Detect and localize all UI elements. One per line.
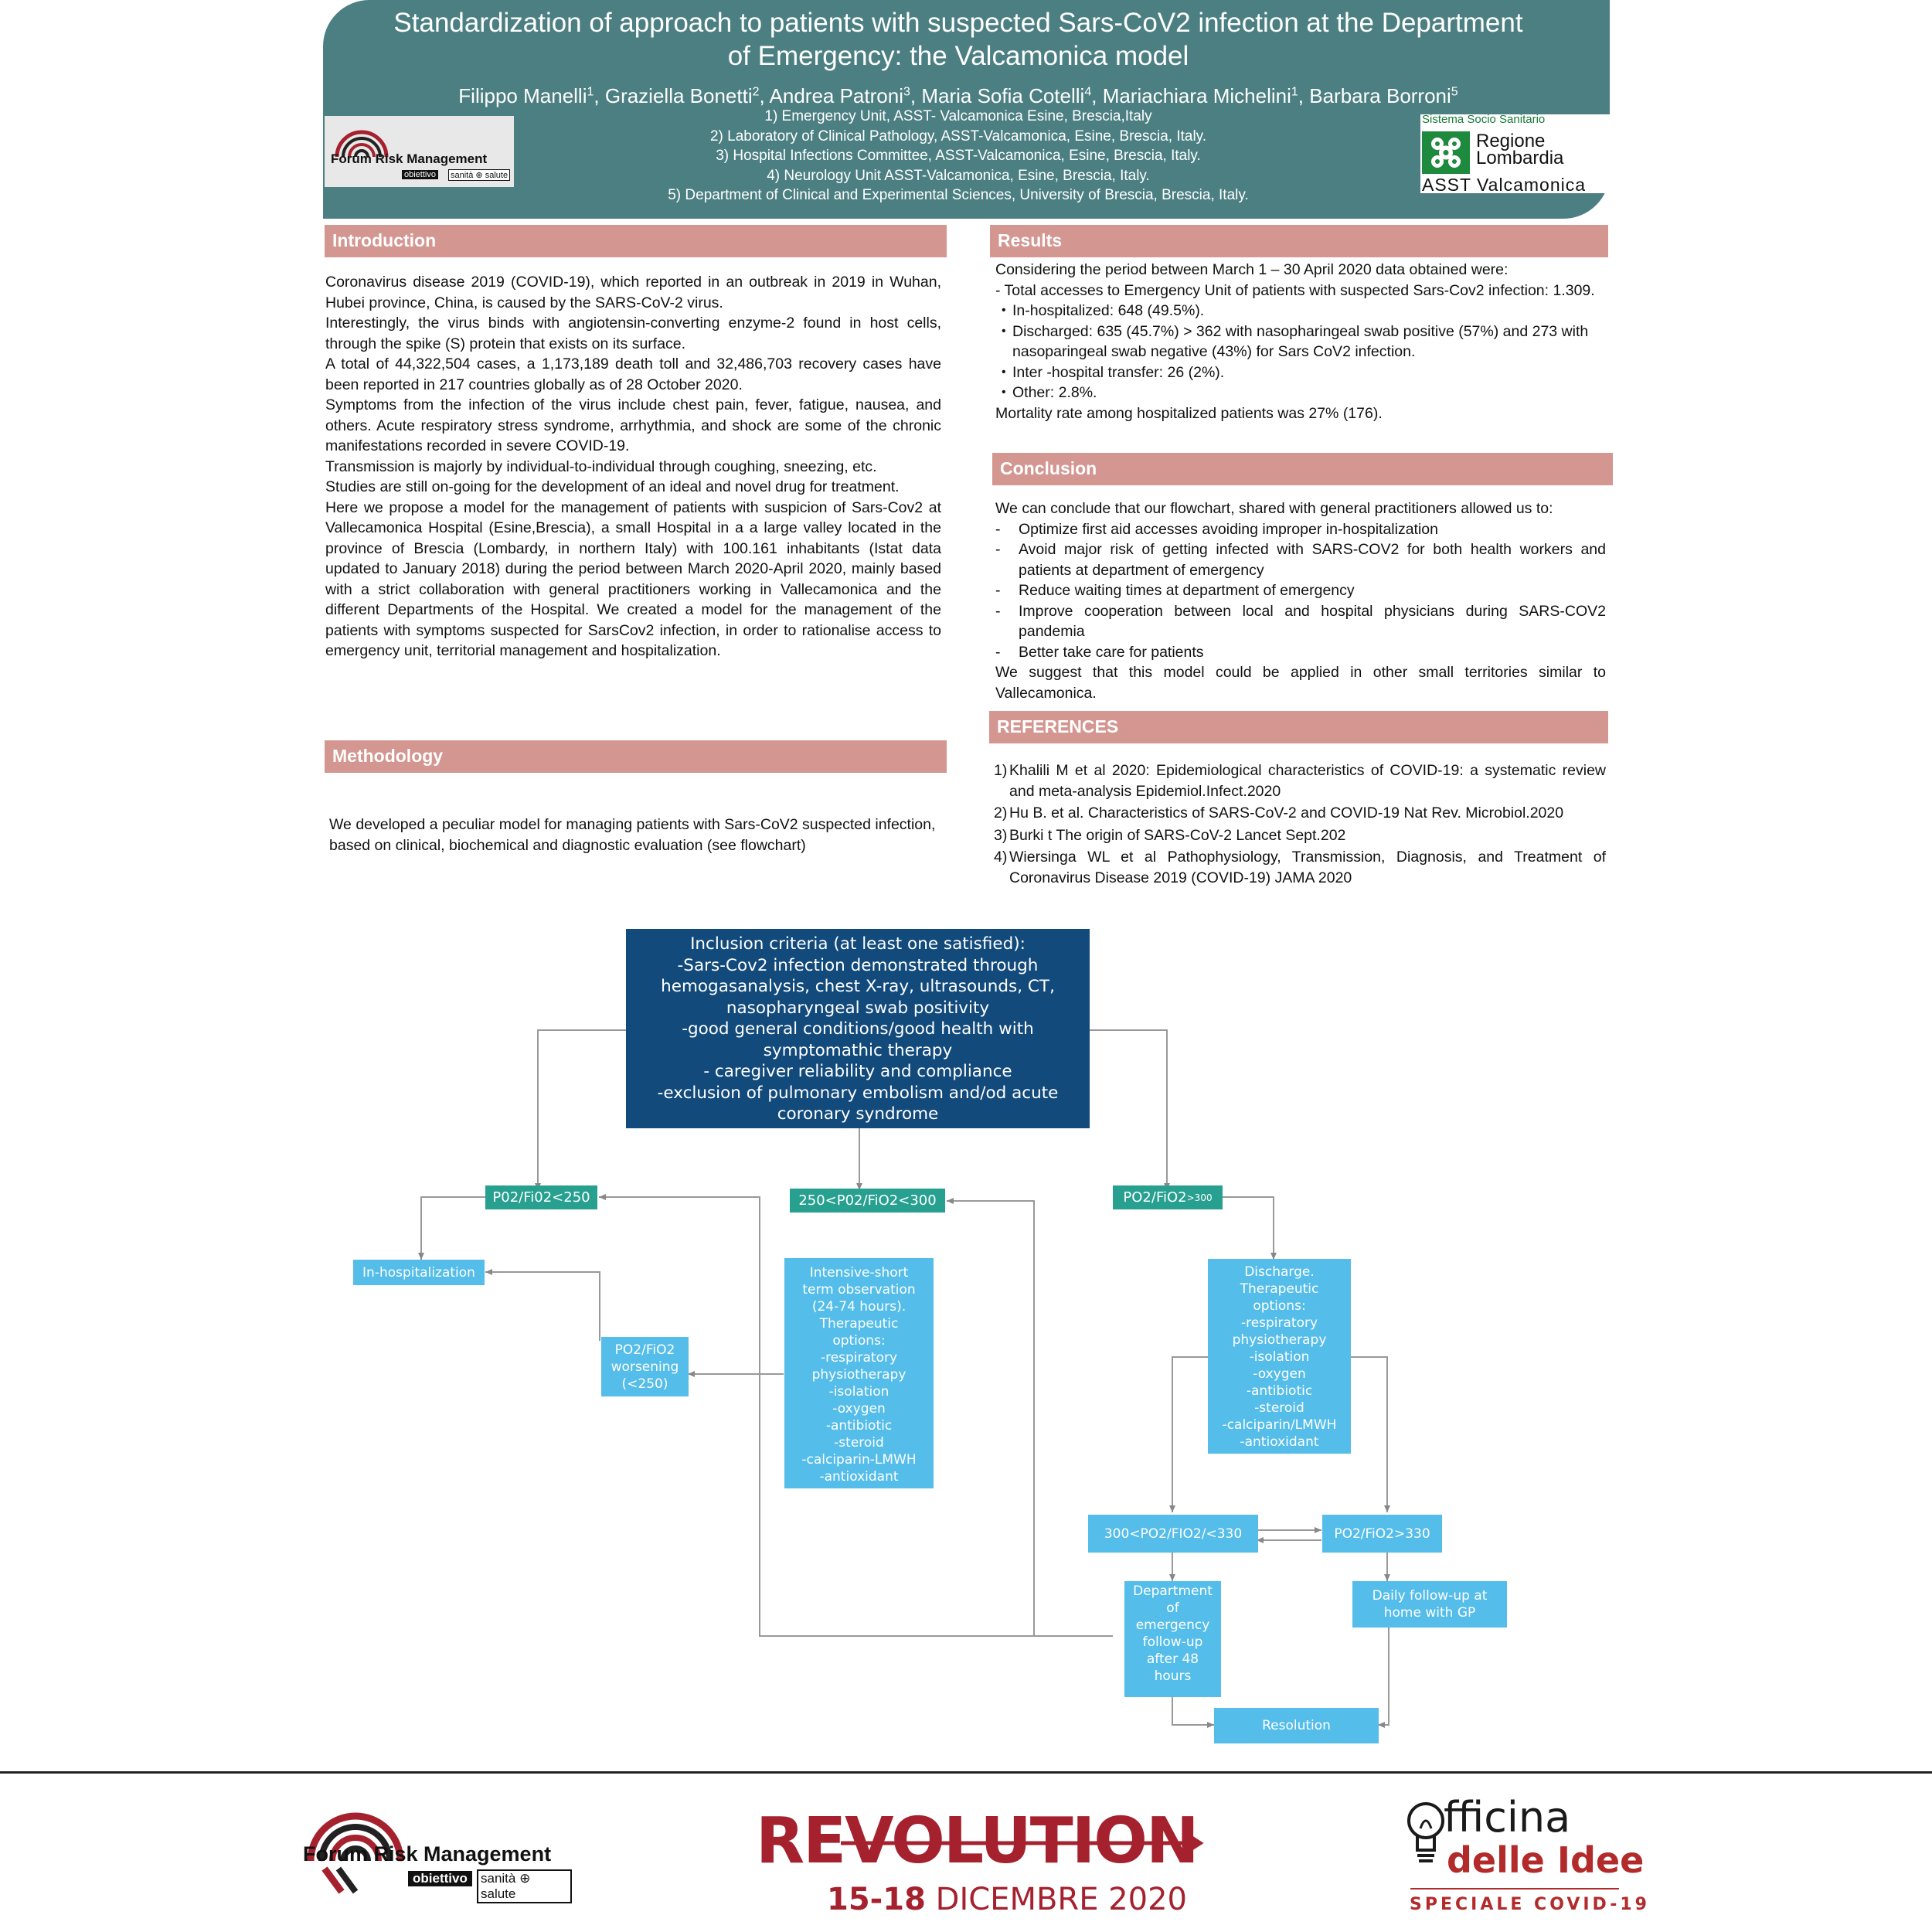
forum-logo-tag: sanità ⊕ salute bbox=[477, 1869, 572, 1903]
intro-paragraph: Symptoms from the infection of the virus include chest pain, fever, fatigue, nausea, and others. Acute respiratory stress syndrome, arrhythmia, and shock are some of the chronic manifestations recorded in severe COVID-19. bbox=[325, 396, 941, 454]
reference-item: 4) Wiersinga WL et al Pathophysiology, Transmission, Diagnosis, and Treatment of Coronavirus Disease 2019 (COVID-19) JAMA 2020 bbox=[994, 849, 1606, 886]
footer-divider bbox=[0, 1771, 1932, 1774]
forum-logo-tag: obiettivo bbox=[408, 1871, 472, 1886]
forum-logo-text: Forum Risk Management bbox=[331, 151, 488, 166]
affiliation: 4) Neurology Unit ASST-Valcamonica, Esine, Brescia, Italy. bbox=[767, 167, 1150, 184]
officina-tagline: SPECIALE COVID-19 bbox=[1410, 1895, 1650, 1914]
conclusion-item: - Better take care for patients bbox=[1019, 642, 1606, 663]
reference-item: 2) Hu B. et al. Characteristics of SARS-CoV-2 and COVID-19 Nat Rev. Microbiol.2020 bbox=[994, 804, 1564, 821]
intro-paragraph: Interestingly, the virus binds with angiotensin-converting enzyme-2 found in host cells, through the spike (S) protein that exists on its surface. bbox=[325, 315, 941, 352]
intro-paragraph: Here we propose a model for the management of patients with suspicion of Sars-Cov2 at Vallecamonica Hospital (Esine,Brescia), a small Hospital in a a large valley located in the province of Brescia (Lombardy, in northern Italy) with 100.161 inhabitants (Istat data updated to January 2018) during the period between March 2020-April 2020, mainly based with a strict collaboration with general practitioners working in Vallecamonica and the different Departments of the Hospital. We created a model for the management of the patients with symptoms suspected for SarsCov2 infection, in order to rationalise access to emergency unit, territorial management and hospitalization. bbox=[325, 498, 941, 659]
revolution-strike-arrow-icon bbox=[841, 1832, 1212, 1855]
references-heading: REFERENCES bbox=[989, 711, 1608, 743]
dept-followup-box: Department of emergency follow-up after 48 hours bbox=[1124, 1581, 1221, 1697]
home-followup-box: Daily follow-up at home with GP bbox=[1352, 1581, 1507, 1628]
in-hospitalization-box: In-hospitalization bbox=[353, 1260, 485, 1285]
affiliation: 2) Laboratory of Clinical Pathology, ASST-Valcamonica, Esine, Brescia, Italy. bbox=[709, 128, 1207, 145]
observation-box: Intensive-short term observation (24-74 hours). Therapeutic options: -respiratory physiotherapy -isolation -oxygen -antibiotic -steroid -calciparin-LMWH -antioxidant bbox=[784, 1258, 934, 1488]
affiliation: 3) Hospital Infections Committee, ASST-Valcamonica, Esine, Brescia, Italy. bbox=[716, 148, 1201, 164]
conclusion-item: - Optimize first aid accesses avoiding improper in-hospitalization bbox=[1019, 519, 1606, 540]
reference-item: 1) Khalili M et al 2020: Epidemiological characteristics of COVID-19: a systematic review and meta-analysis Epidemiol.Infect.2020 bbox=[994, 762, 1606, 800]
branch-high-box: PO2/FiO2 >300 bbox=[1113, 1185, 1223, 1209]
forum-logo-tag: obiettivo bbox=[402, 170, 438, 179]
forum-logo-text: Forum Risk Management bbox=[303, 1842, 552, 1866]
asst-text: ASST Valcamonica bbox=[1422, 175, 1587, 195]
resolution-box: Resolution bbox=[1214, 1708, 1379, 1743]
result-item: • Other: 2.8%. bbox=[1012, 383, 1606, 403]
branch-low-box: P02/Fi02<250 bbox=[485, 1185, 597, 1209]
introduction-heading: Introduction bbox=[325, 225, 947, 257]
reference-item: 3) Burki t The origin of SARS-CoV-2 Lancet Sept.202 bbox=[994, 826, 1346, 844]
branch-mid-box: 250<P02/FiO2<300 bbox=[790, 1189, 945, 1213]
title-line-2: of Emergency: the Valcamonica model bbox=[727, 41, 1189, 71]
worsening-box: PO2/FiO2 worsening (<250) bbox=[601, 1337, 689, 1396]
results-heading: Results bbox=[990, 225, 1608, 257]
event-dates: 15-18 DICEMBRE 2020 bbox=[827, 1882, 1187, 1917]
officina-logo-subtext: delle Idee bbox=[1447, 1839, 1645, 1881]
intro-paragraph: Transmission is majorly by individual-to-individual through coughing, sneezing, etc. bbox=[325, 457, 877, 475]
conclusion-item: - Reduce waiting times at department of emergency bbox=[1019, 580, 1606, 601]
result-item: • In-hospitalized: 648 (49.5%). bbox=[1012, 301, 1606, 321]
affiliation: 5) Department of Clinical and Experimental Sciences, University of Brescia, Brescia, Italy. bbox=[668, 187, 1249, 203]
regione-text: Regione Lombardia bbox=[1476, 131, 1564, 168]
author: Graziella Bonetti$^2$, bbox=[604, 83, 770, 107]
intro-paragraph: A total of 44,322,504 cases, a 1,173,189 death toll and 32,486,703 recovery cases have been reported in 217 countries globally as of 28 October 2020. bbox=[325, 355, 941, 393]
intro-paragraph: Coronavirus disease 2019 (COVID-19), which reported in an outbreak in 2019 in Wuhan, Hubei province, China, is caused by the SARS-CoV-2 virus. bbox=[325, 274, 941, 311]
officina-logo-text: fficina bbox=[1444, 1793, 1571, 1842]
author: Filippo Manelli$^1$, bbox=[458, 83, 605, 107]
officina-divider bbox=[1410, 1888, 1619, 1889]
range-330-box: 300<PO2/FIO2/<330 bbox=[1088, 1515, 1258, 1553]
author: Andrea Patroni$^3$, bbox=[769, 83, 922, 107]
conclusion-body: We can conclude that our flowchart, shared with general practitioners allowed us to: - Optimize first aid accesses avoiding improper in-hospitalization - Avoid major risk of getting infected with SARS-COV2 for both health workers and patients at department of emergency - Reduce waiting times at department of emergency - Improve cooperation between local and hospital physicians during SARS-COV2 pandemia - Better take care for patients We suggest that this model could be applied in other small territories similar to Vallecamonica. bbox=[995, 498, 1606, 703]
conclusion-item: - Avoid major risk of getting infected with SARS-COV2 for both health workers and patients at department of emergency bbox=[1019, 539, 1606, 580]
author: Barbara Borroni$^5$ bbox=[1309, 83, 1458, 107]
result-item: • Discharged: 635 (45.7%) > 362 with nasopharingeal swab positive (57%) and 273 with nasoparingeal swab negative (43%) for Sars CoV2 infection. bbox=[1012, 321, 1606, 362]
discharge-box: Discharge. Therapeutic options: -respiratory physiotherapy -isolation -oxygen -antibiotic -steroid -calciparin/LMWH -antioxidant bbox=[1208, 1259, 1351, 1454]
affiliation: 1) Emergency Unit, ASST- Valcamonica Esine, Brescia,Italy bbox=[764, 108, 1152, 124]
author: Mariachiara Michelini$^1$, bbox=[1102, 83, 1310, 107]
conclusion-heading: Conclusion bbox=[992, 453, 1613, 485]
title-line-1: Standardization of approach to patients with suspected Sars-CoV2 infection at the Department bbox=[393, 8, 1523, 38]
revolution-logo: REVOLUTION bbox=[756, 1804, 1198, 1878]
forum-risk-logo-footer bbox=[294, 1791, 572, 1919]
intro-paragraph: Studies are still on-going for the development of an ideal and novel drug for treatment. bbox=[325, 478, 900, 495]
methodology-body: We developed a peculiar model for managing patients with Sars-CoV2 suspected infection, based on clinical, biochemical and diagnostic evaluation (see flowchart) bbox=[329, 816, 936, 854]
results-body: Considering the period between March 1 – 30 April 2020 data obtained were: - Total accesses to Emergency Unit of patients with suspected Sars-Cov2 infection: 1.309. • In-hospitalized: 648 (49.5%). • Discharged: 635 (45.7%) > 362 with nasopharingeal swab positive (57%) and 273 with nasoparingeal swab negative (43%) for Sars CoV2 infection. • Inter -hospital transfer: 26 (2%). • Other: 2.8%. Mortality rate among hospitalized patients was 27% (176). bbox=[995, 260, 1606, 423]
result-item: • Inter -hospital transfer: 26 (2%). bbox=[1012, 362, 1606, 383]
inclusion-criteria-box: Inclusion criteria (at least one satisfied): -Sars-Cov2 infection demonstrated through hemogasanalysis, chest X-ray, ultrasounds, CT, nasopharyngeal swab positivity -good general conditions/good health with symptomathic therapy - caregiver reliability and compliance -exclusion of pulmonary embolism and/od acute coronary syndrome bbox=[626, 929, 1090, 1128]
logo-top-text: Sistema Socio Sanitario bbox=[1422, 113, 1546, 126]
methodology-heading: Methodology bbox=[325, 740, 947, 773]
forum-logo-tag: sanità ⊕ salute bbox=[448, 169, 510, 181]
conclusion-item: - Improve cooperation between local and hospital physicians during SARS-COV2 pandemia bbox=[1019, 601, 1606, 642]
author: Maria Sofia Cotelli$^4$, bbox=[921, 83, 1103, 107]
above-330-box: PO2/FiO2>330 bbox=[1322, 1515, 1442, 1553]
lightbulb-icon bbox=[1406, 1798, 1445, 1875]
